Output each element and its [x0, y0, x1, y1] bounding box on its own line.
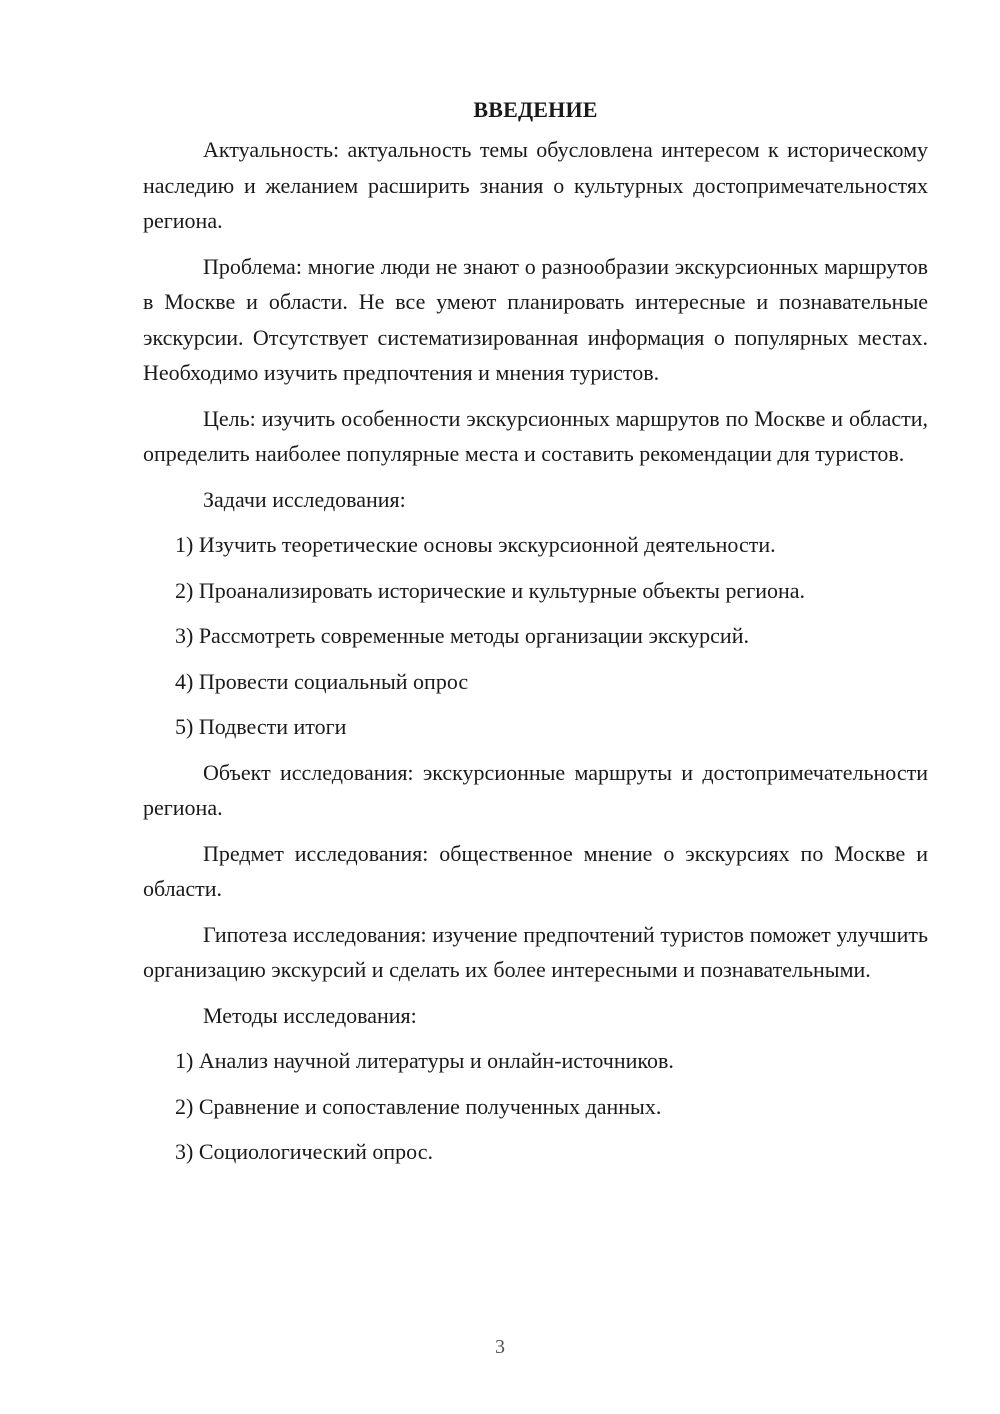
- page-number: 3: [495, 1336, 505, 1358]
- subject-paragraph: Предмет исследования: общественное мнение о экскурсиях по Москве и области.: [143, 840, 928, 901]
- object-paragraph: Объект исследования: экскурсионные маршруты и достопримечательности региона.: [143, 759, 928, 820]
- method-item: 1) Анализ научной литературы и онлайн-источников.: [175, 1048, 674, 1073]
- method-item: 3) Социологический опрос.: [175, 1139, 433, 1164]
- tasks-heading: Задачи исследования:: [203, 486, 406, 512]
- task-item: 2) Проанализировать исторические и культурные объекты региона.: [175, 577, 806, 603]
- methods-heading: Методы исследования:: [203, 1002, 417, 1028]
- task-item: 4) Провести социальный опрос: [175, 668, 469, 694]
- method-item: 2) Сравнение и сопоставление полученных данных.: [175, 1093, 662, 1119]
- task-item: 5) Подвести итоги: [175, 714, 347, 739]
- hypothesis-paragraph: Гипотеза исследования: изучение предпочтений туристов поможет улучшить организацию экскурсий и сделать их более интересными и познавательными.: [143, 921, 928, 982]
- goal-paragraph: Цель: изучить особенности экскурсионных маршрутов по Москве и области, определить наиболее популярные места и составить рекомендации для туристов.: [143, 405, 928, 466]
- problem-paragraph: Проблема: многие люди не знают о разнообразии экскурсионных маршрутов в Москве и области. Не все умеют планировать интересные и познавательные экскурсии. Отсутствует систематизированная информация о популярных местах. Необходимо изучить предпочтения и мнения туристов.: [143, 253, 928, 385]
- task-item: 3) Рассмотреть современные методы организации экскурсий.: [175, 623, 749, 648]
- page-content: [143, 94, 928, 1180]
- task-item: 1) Изучить теоретические основы экскурсионной деятельности.: [175, 532, 776, 557]
- relevance-paragraph: Актуальность: актуальность темы обусловлена интересом к историческому наследию и желанием расширить знания о культурных достопримечательностях региона.: [143, 137, 928, 233]
- section-title: ВВЕДЕНИЕ: [473, 97, 598, 122]
